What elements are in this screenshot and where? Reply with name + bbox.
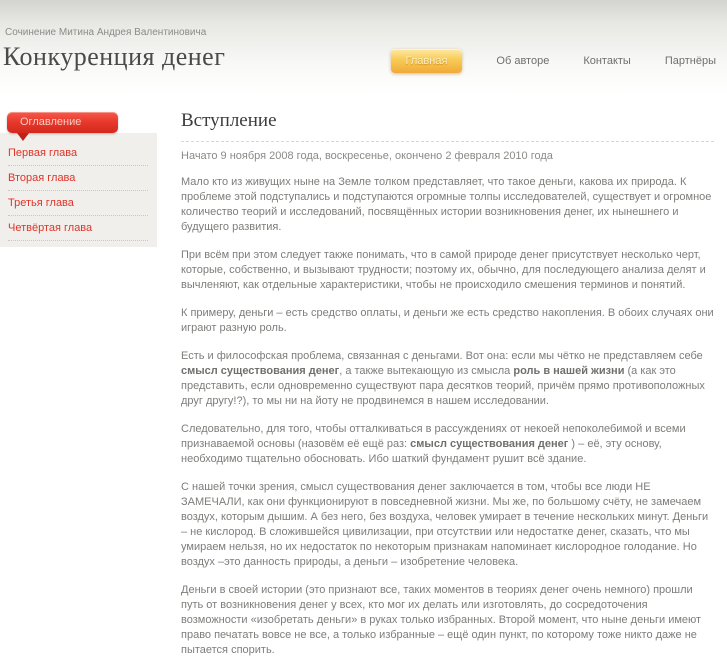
article-title: Вступление — [181, 110, 277, 131]
article-paragraph: При всём при этом следует также понимать, что в самой природе денег присутствует несколько черт, которые, собственно, и вызывают трудности; поэтому их, обычно, для последующего анализа делят и вычленяют, как отдельные характеристики, чтобы не происходило смешения терминов и понятий. — [181, 249, 706, 291]
site-tagline: Сочинение Митина Андрея Валентиновича — [5, 27, 207, 38]
toc-list — [0, 133, 157, 247]
article-paragraph: Есть и философская проблема, связанная с деньгами. Вот она: если мы чётко не представляем себе смысл существования денег, а также вытекающую из смысла роль в нашей жизни (а как это представить, если одновременно существуют пара десятков теорий, причём прямо противоположных друг другу!?), то мы ни на йоту не продвинемся в нашем исследовании. — [181, 350, 705, 407]
sidebar — [0, 112, 157, 247]
nav-item-home[interactable]: Главная — [391, 49, 463, 73]
article-dateline: Начато 9 ноября 2008 года, воскресенье, окончено 2 февраля 2010 года — [181, 150, 553, 162]
nav-item-about[interactable]: Об авторе — [496, 55, 550, 67]
article-paragraph: Мало кто из живущих ныне на Земле толком представляет, что такое деньги, какова их природа. К проблеме этой подступались и подступаются огромные толпы исследователей, существует и огромное количество теорий и исследований, посвящённых истории возникновения денег, их нынешнего и будущего развития. — [181, 176, 712, 233]
article-paragraph: Деньги в своей истории (это признают все, таких моментов в теориях денег очень немного) прошли путь от возникновения денег у всех, кто мог их делать или изготовлять, до сосредоточения возможности «изобретать деньги» в руках только избранных. Второй момент, что ныне деньги имеют право печатать вовсе не все, а только избранные – ещё один пункт, по которому тоже никто даже не пытается спорить. — [181, 584, 702, 656]
article-paragraph: К примеру, деньги – есть средство оплаты, и деньги же есть средство накопления. В обоих случаях они играют разную роль. — [181, 307, 714, 334]
nav-item-partners[interactable]: Партнёры — [664, 55, 716, 67]
article-paragraph: С нашей точки зрения, смысл существования денег заключается в том, чтобы все люди НЕ ЗАМЕЧАЛИ, как они функционируют в повседневной жизни. Мы же, по большому счёту, не замечаем воздух, которым дышим. А без него, без воздуха, человек умирает в течение нескольких минут. Деньги – не кислород. В сложившейся цивилизации, при отсутствии или недостатке денег, сказать, что мы умираем нельзя, но их недостаток по некоторым признакам напоминает кислородное голодание. Но воздух –это данность природы, а деньги – изобретение человека. — [181, 481, 709, 568]
main-nav — [391, 49, 716, 73]
article-body — [181, 175, 714, 658]
nav-item-contacts[interactable]: Контакты — [583, 55, 631, 67]
heading-divider — [181, 141, 714, 142]
sidebar-item-chapter-4[interactable]: Четвёртая глава — [8, 216, 148, 241]
sidebar-item-chapter-2[interactable]: Вторая глава — [8, 166, 148, 191]
toc-ribbon-label: Оглавление — [20, 116, 82, 128]
sidebar-item-chapter-3[interactable]: Третья глава — [8, 191, 148, 216]
toc-ribbon[interactable] — [7, 112, 118, 133]
article — [181, 110, 714, 658]
article-paragraph: Следовательно, для того, чтобы отталкиваться в рассуждениях от некоей непоколебимой и всеми признаваемой основы (назовём её ещё раз: смысл существования денег ) – её, эту основу, необходимо тщательно обосновать. Ибо шаткий фундамент рушит всё здание. — [181, 423, 686, 465]
site-title[interactable]: Конкуренция денег — [3, 42, 226, 71]
header — [0, 0, 727, 104]
sidebar-item-chapter-1[interactable]: Первая глава — [8, 145, 148, 166]
